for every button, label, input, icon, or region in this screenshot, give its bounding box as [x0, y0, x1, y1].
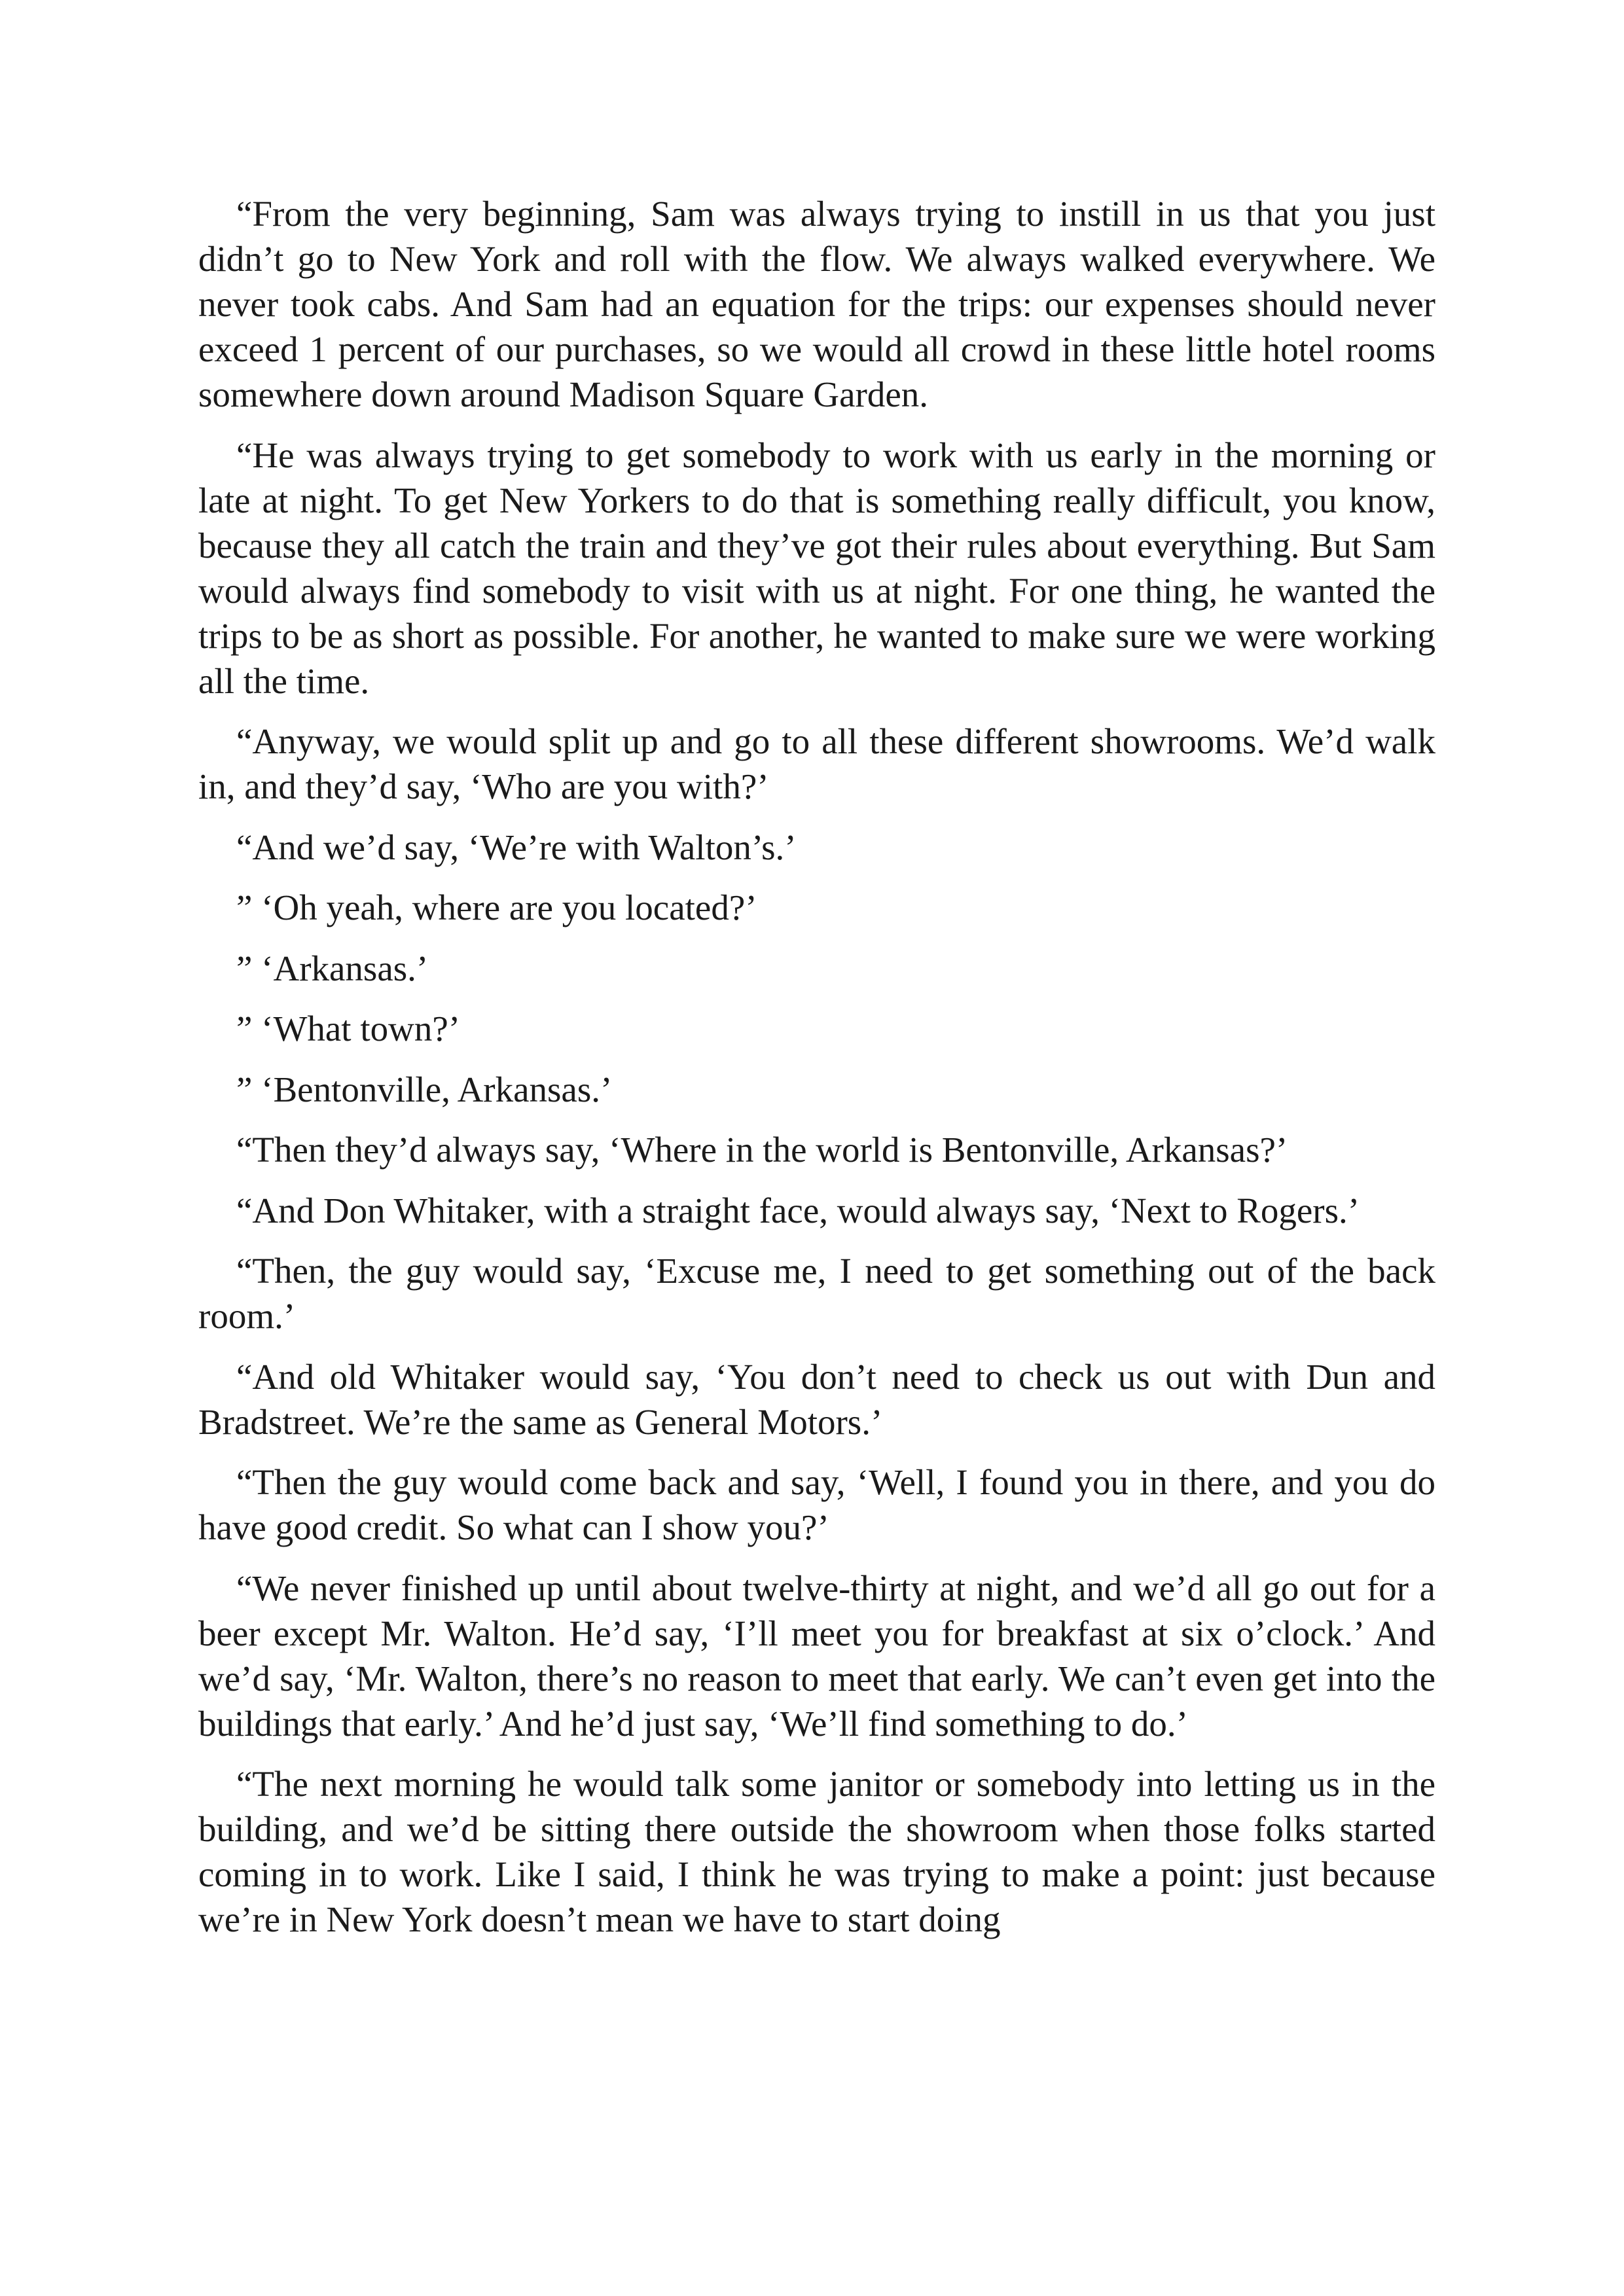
paragraph: “We never finished up until about twelve-thirty at night, and we’d all go out for a beer except Mr. Walton. He’d say, ‘I’ll meet you for breakfast at six o’clock.’ And we’d say, ‘Mr. Walton, there’s no reason to meet that early. We can’t even get into the buildings that early.’ And he’d just say, ‘We’ll find something to do.’ [198, 1568, 1435, 1744]
paragraph: “Anyway, we would split up and go to all these different showrooms. We’d walk in, and they’d say, ‘Who are you with?’ [198, 721, 1435, 806]
paragraph: “He was always trying to get somebody to work with us early in the morning or late at night. To get New Yorkers to do that is something really difficult, you know, because they all catch the train and they’ve got their rules about everything. But Sam would always find somebody to visit with us at night. For one thing, he wanted the trips to be as short as possible. For another, he wanted to make sure we were working all the time. [198, 435, 1435, 701]
paragraph: “And Don Whitaker, with a straight face, would always say, ‘Next to Rogers.’ [236, 1190, 1360, 1230]
paragraph: ” ‘Arkansas.’ [236, 948, 429, 988]
paragraph: “And we’d say, ‘We’re with Walton’s.’ [236, 827, 797, 867]
paragraph: “The next morning he would talk some janitor or somebody into letting us in the building, and we’d be sitting there outside the showroom when those folks started coming in to work. Like I said, I think he was trying to make a point: just because we’re in New York doesn’t mean we have to start doing [198, 1764, 1435, 1939]
paragraph: ” ‘Bentonville, Arkansas.’ [236, 1069, 613, 1109]
paragraph: “And old Whitaker would say, ‘You don’t need to check us out with Dun and Bradstreet. We’re the same as General Motors.’ [198, 1356, 1435, 1442]
paragraph: “Then they’d always say, ‘Where in the world is Bentonville, Arkansas?’ [236, 1130, 1288, 1170]
page-body [198, 191, 1435, 1958]
paragraph: “Then the guy would come back and say, ‘Well, I found you in there, and you do have good credit. So what can I show you?’ [198, 1462, 1435, 1547]
paragraph: ” ‘Oh yeah, where are you located?’ [236, 888, 757, 927]
paragraph: “Then, the guy would say, ‘Excuse me, I need to get something out of the back room.’ [198, 1251, 1435, 1336]
paragraph: ” ‘What town?’ [236, 1009, 461, 1049]
paragraph: “From the very beginning, Sam was always trying to instill in us that you just didn’t go to New York and roll with the flow. We always walked everywhere. We never took cabs. And Sam had an equation for the trips: our expenses should never exceed 1 percent of our purchases, so we would all crowd in these little hotel rooms somewhere down around Madison Square Garden. [198, 194, 1435, 414]
